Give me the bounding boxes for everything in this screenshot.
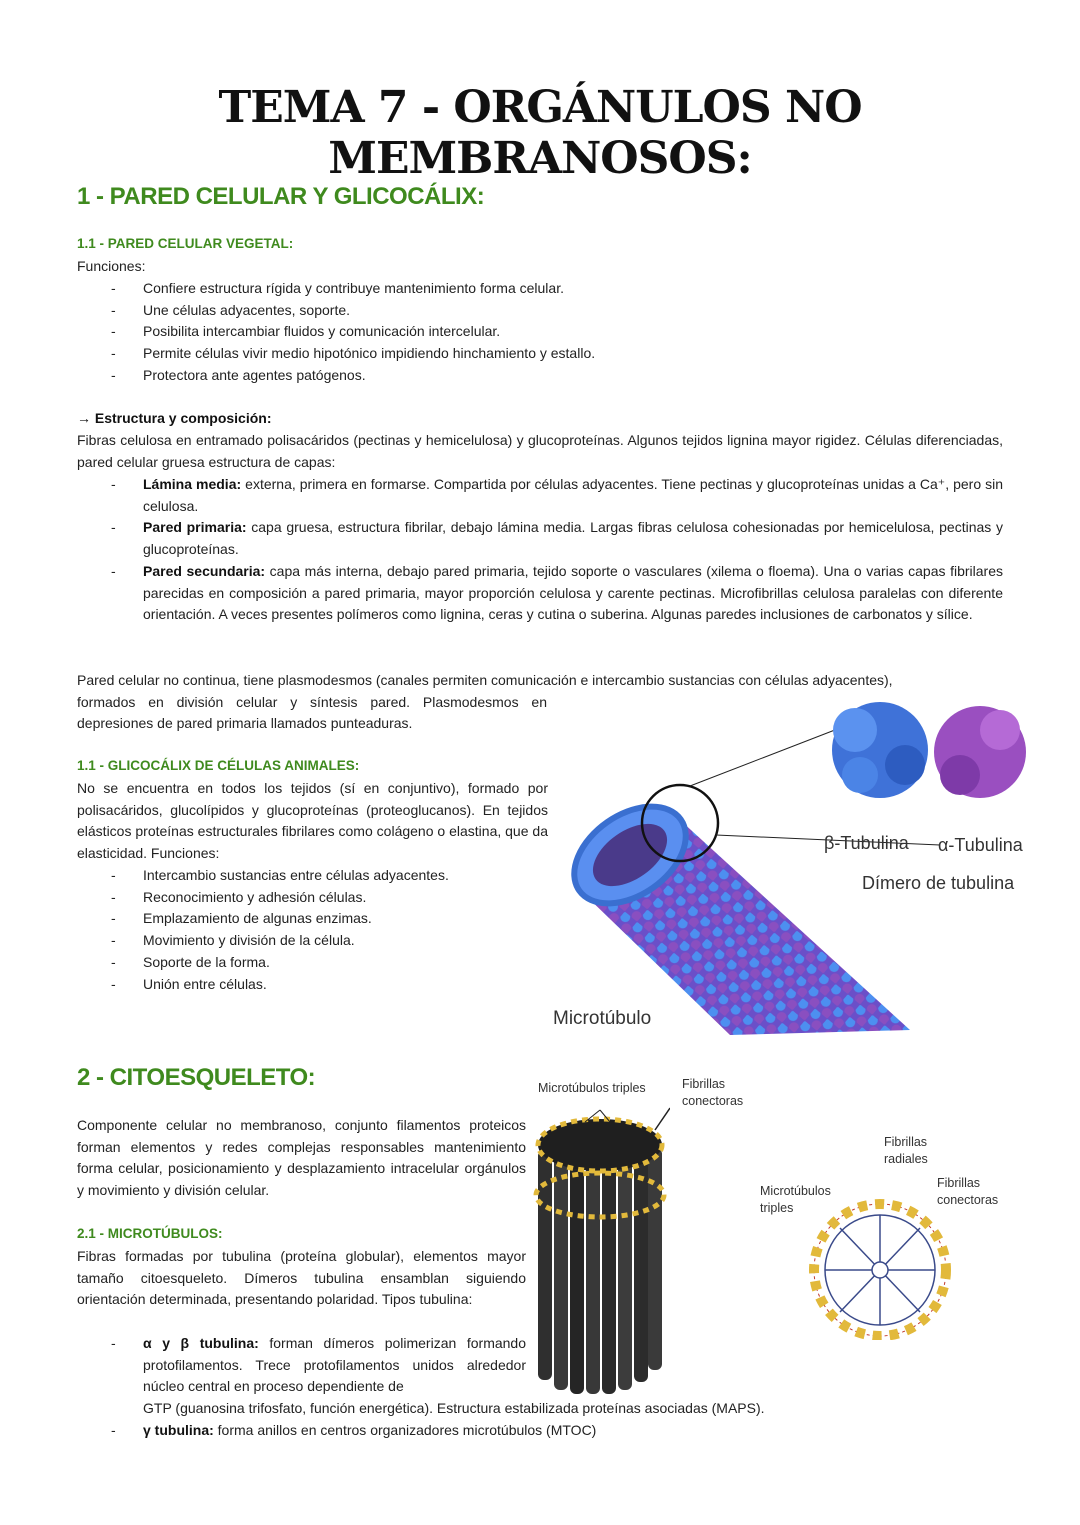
term: Pared primaria: (143, 519, 247, 536)
microtubule-label: Microtúbulo (553, 1008, 652, 1029)
list-item: - Confiere estructura rígida y contribuye mantenimiento forma celular. (77, 278, 1007, 300)
list-item: - Protectora ante agentes patógenos. (77, 365, 1007, 387)
capa-pared-primaria (77, 517, 1003, 560)
list-item: - Une células adyacentes, soporte. (77, 300, 1007, 322)
term: α y β tubulina: (143, 1335, 259, 1351)
list-item: - Soporte de la forma. (77, 952, 547, 974)
definition: capa más interna, debajo pared primaria, tejido soporte o vasculares (xilema o floema). Una o varias capas fibrilares parecidas en composición a pared primaria, mayor proporción celulosa y carente pectinas. Microfibrillas celulosa paralelas con diferente orientación. A veces presentes polímeros como lignina, ceras y cutina o suberina. Algunas paredes inclusiones de carbonatos y sílice. (143, 562, 1003, 623)
glicocalix-intro: No se encuentra en todos los tejidos (sí en conjuntivo), formado por polisacáridos, glucolípidos y glucoproteínas (proteoglucanos). En tejidos elásticos proteínas estructurales fibrilares como colágeno o elastina, que da elasticidad. Funciones: (77, 780, 548, 862)
top-ring (538, 1119, 662, 1171)
capa-pared-secundaria (77, 561, 1003, 626)
definition: forma anillos en centros organizadores microtúbulos (MTOC) (213, 1422, 597, 1438)
capas-list (77, 474, 1003, 626)
citoesqueleto-intro: Componente celular no membranoso, conjunto filamentos proteicos forman elementos y redes complejas responsables mantenimiento forma celular, posicionamiento y desplazamiento intracelular orgánulos y movimiento y división celular. (77, 1117, 526, 1199)
page-title: TEMA 7 - ORGÁNULOS NO MEMBRANOSOS: (218, 82, 862, 184)
list-item: - Intercambio sustancias entre células adyacentes. (77, 865, 547, 887)
alpha-tubulin-label: α-Tubulina (938, 835, 1023, 855)
plasmodesmos-line-2: formados en división celular y síntesis pared. Plasmodesmos en (77, 694, 547, 710)
funciones-label: Funciones: (77, 258, 146, 274)
definition: capa gruesa, estructura fibrilar, debajo lámina media. Largas fibras celulosa cohesionadas por hemicelulosa, pectinas y glucoproteínas. (143, 519, 1003, 558)
zoom-line-top (690, 728, 840, 786)
microtubule-rods (538, 1148, 662, 1394)
bullet-dash: - (111, 1422, 116, 1438)
list-item: - Posibilita intercambiar fluidos y comunicación intercelular. (77, 321, 1007, 343)
ab-tubulina-continuation: GTP (guanosina trifosfato, función energética). Estructura estabilizada proteínas asociadas (MAPS). (143, 1400, 765, 1416)
alpha-tubulin-blob (934, 706, 1026, 798)
capa-lamina-media (77, 474, 1003, 517)
bullet-dash: - (111, 1335, 116, 1351)
section-2-heading: 2 - CITOESQUELETO: (77, 1064, 316, 1091)
term: Lámina media: (143, 476, 242, 492)
list-item: - Reconocimiento y adhesión células. (77, 887, 547, 909)
definition: externa, primera en formarse. Compartida por células adyacentes. Tiene pectinas y glucoproteínas unidas a Ca⁺, pero sin celulosa. (143, 476, 1004, 514)
beta-tubulin-label: β-Tubulina (824, 833, 909, 853)
funciones-list (77, 278, 1007, 387)
ab-tubulina-item (77, 1333, 526, 1398)
list-item: - Unión entre células. (77, 974, 547, 996)
g-tubulina-item (77, 1420, 596, 1442)
plasmodesmos-line-1: Pared celular no continua, tiene plasmodesmos (canales permiten comunicación e intercambio sustancias con células adyacentes), (77, 672, 893, 688)
triples-label-2: Microtúbulos triples (760, 1184, 831, 1215)
term: γ tubulina: (143, 1422, 214, 1438)
dimer-label: Dímero de tubulina (862, 873, 1015, 893)
plasmodesmos-line-3: depresiones de pared primaria llamados punteaduras. (77, 715, 413, 731)
list-item: - Permite células vivir medio hipotónico impidiendo hinchamiento y estallo. (77, 343, 1007, 365)
section-1-heading: 1 - PARED CELULAR Y GLICOCÁLIX: (77, 183, 485, 210)
subsection-glicocalix-heading: 1.1 - GLICOCÁLIX DE CÉLULAS ANIMALES: (77, 758, 360, 773)
subsection-2-1-heading: 2.1 - MICROTÚBULOS: (77, 1226, 223, 1241)
hub (872, 1262, 888, 1278)
microtubule-figure (560, 690, 1060, 1040)
subsection-1-1-heading: 1.1 - PARED CELULAR VEGETAL: (77, 236, 294, 251)
list-item: - Emplazamiento de algunas enzimas. (77, 908, 547, 930)
estructura-heading: → Estructura y composición: (77, 410, 272, 426)
glicocalix-list (77, 865, 547, 995)
estructura-intro: Fibras celulosa en entramado polisacáridos (pectinas y hemicelulosa) y glucoproteínas. Algunos tejidos lignina mayor rigidez. Células diferenciadas, pared celular gruesa estructura de capas: (77, 432, 1003, 470)
radiales-label: Fibrillas radiales (884, 1135, 928, 1166)
microtubulos-intro: Fibras formadas por tubulina (proteína globular), elementos mayor tamaño citoesqueleto. Dímeros tubulina ensamblan siguiendo orientación determinada, presentando polaridad. Tipos tubulina: (77, 1248, 526, 1308)
definition: forman dímeros polimerizan formando protofilamentos. Trece protofilamentos unidos alrededor núcleo central en proceso dependiente de (143, 1335, 527, 1395)
conectoras-label-2: Fibrillas conectoras (937, 1176, 999, 1207)
centriole-cylinder-figure (530, 1100, 670, 1395)
beta-tubulin-blob (832, 702, 928, 798)
triples-label: Microtúbulos triples (538, 1081, 646, 1095)
conectoras-label: Fibrillas conectoras (682, 1077, 744, 1108)
term: Pared secundaria: (143, 562, 266, 579)
list-item: - Movimiento y división de la célula. (77, 930, 547, 952)
